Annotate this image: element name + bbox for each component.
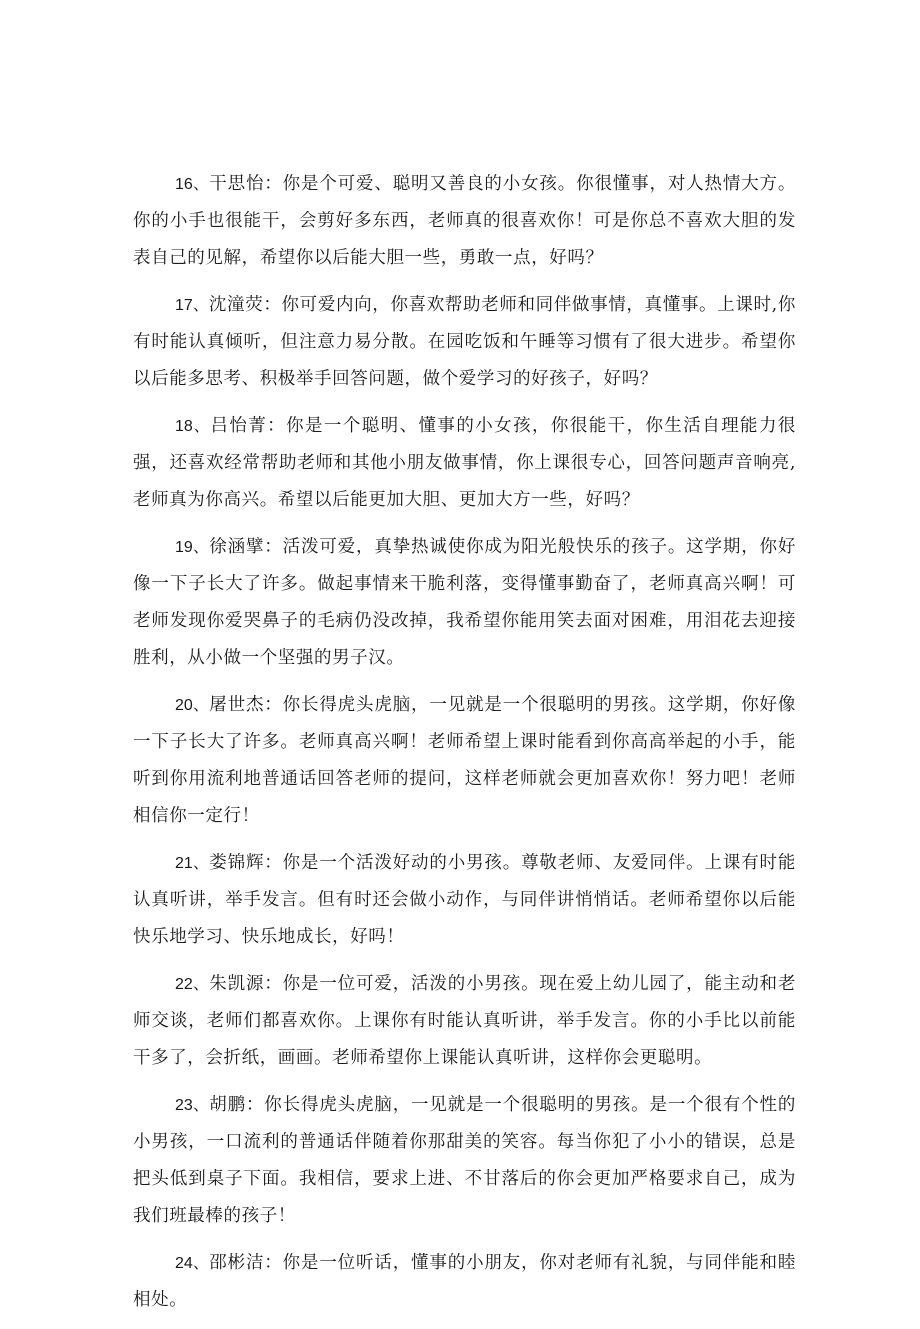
entry-text: 胡鹏：你长得虎头虎脑，一见就是一个很聪明的男孩。是一个很有个性的小男孩，一口流利的普通话伴随着你那甜美的笑容。每当你犯了小小的错误，总是把头低到桌子下面。我相信，要求上进、不甘落后的你会更加严格要求自己，成为我们班最棒的孩子！: [133, 1095, 796, 1226]
comment-entry-22: [133, 966, 796, 1077]
comment-entry-18: [133, 408, 796, 519]
entry-number: 20、: [175, 697, 210, 714]
entry-number: 17、: [175, 297, 209, 314]
comment-entry-20: [133, 687, 796, 835]
comment-entry-23: [133, 1087, 796, 1235]
entry-text: 娄锦辉：你是一个活泼好动的小男孩。尊敬老师、友爱同伴。上课有时能认真听讲，举手发言。但有时还会做小动作，与同伴讲悄悄话。老师希望你以后能快乐地学习、快乐地成长，好吗！: [133, 853, 796, 947]
entry-number: 16、: [175, 176, 210, 193]
entry-number: 24、: [175, 1255, 210, 1272]
comment-entry-24: [133, 1245, 796, 1319]
entry-text: 干思怡：你是个可爱、聪明又善良的小女孩。你很懂事，对人热情大方。你的小手也很能干，会剪好多东西，老师真的很喜欢你！可是你总不喜欢大胆的发表自己的见解，希望你以后能大胆一些，勇敢一点，好吗？: [133, 174, 796, 268]
entry-text: 邵彬洁：你是一位听话，懂事的小朋友，你对老师有礼貌，与同伴能和睦相处。: [133, 1253, 796, 1310]
comment-entry-21: [133, 845, 796, 956]
entry-text: 吕怡菁：你是一个聪明、懂事的小女孩，你很能干，你生活自理能力很强，还喜欢经常帮助老师和其他小朋友做事情，你上课很专心，回答问题声音响亮,老师真为你高兴。希望以后能更加大胆、更加大方一些，好吗？: [133, 416, 796, 510]
entry-text: 屠世杰：你长得虎头虎脑，一见就是一个很聪明的男孩。这学期，你好像一下子长大了许多。老师真高兴啊！老师希望上课时能看到你高高举起的小手，能听到你用流利地普通话回答老师的提问，这样老师就会更加喜欢你！努力吧！老师相信你一定行！: [133, 695, 796, 826]
comment-entry-16: [133, 166, 796, 277]
comment-entry-19: [133, 529, 796, 677]
comment-list: [133, 166, 796, 1329]
entry-number: 21、: [175, 855, 210, 872]
entry-number: 19、: [175, 539, 210, 556]
entry-text: 徐涵擘：活泼可爱，真挚热诚使你成为阳光般快乐的孩子。这学期，你好像一下子长大了许多。做起事情来干脆利落，变得懂事勤奋了，老师真高兴啊！可老师发现你爱哭鼻子的毛病仍没改掉，我希望你能用笑去面对困难，用泪花去迎接胜利，从小做一个坚强的男子汉。: [133, 537, 796, 668]
entry-number: 23、: [175, 1097, 210, 1114]
comment-entry-17: [133, 287, 796, 398]
entry-text: 朱凯源：你是一位可爱，活泼的小男孩。现在爱上幼儿园了，能主动和老师交谈，老师们都喜欢你。上课你有时能认真听讲，举手发言。你的小手比以前能干多了，会折纸，画画。老师希望你上课能认真听讲，这样你会更聪明。: [133, 974, 796, 1068]
entry-text: 沈潼荧：你可爱内向，你喜欢帮助老师和同伴做事情，真懂事。上课时,你有时能认真倾听，但注意力易分散。在园吃饭和午睡等习惯有了很大进步。希望你以后能多思考、积极举手回答问题，做个爱学习的好孩子，好吗？: [133, 295, 796, 389]
entry-number: 18、: [175, 418, 211, 435]
entry-number: 22、: [175, 976, 210, 993]
